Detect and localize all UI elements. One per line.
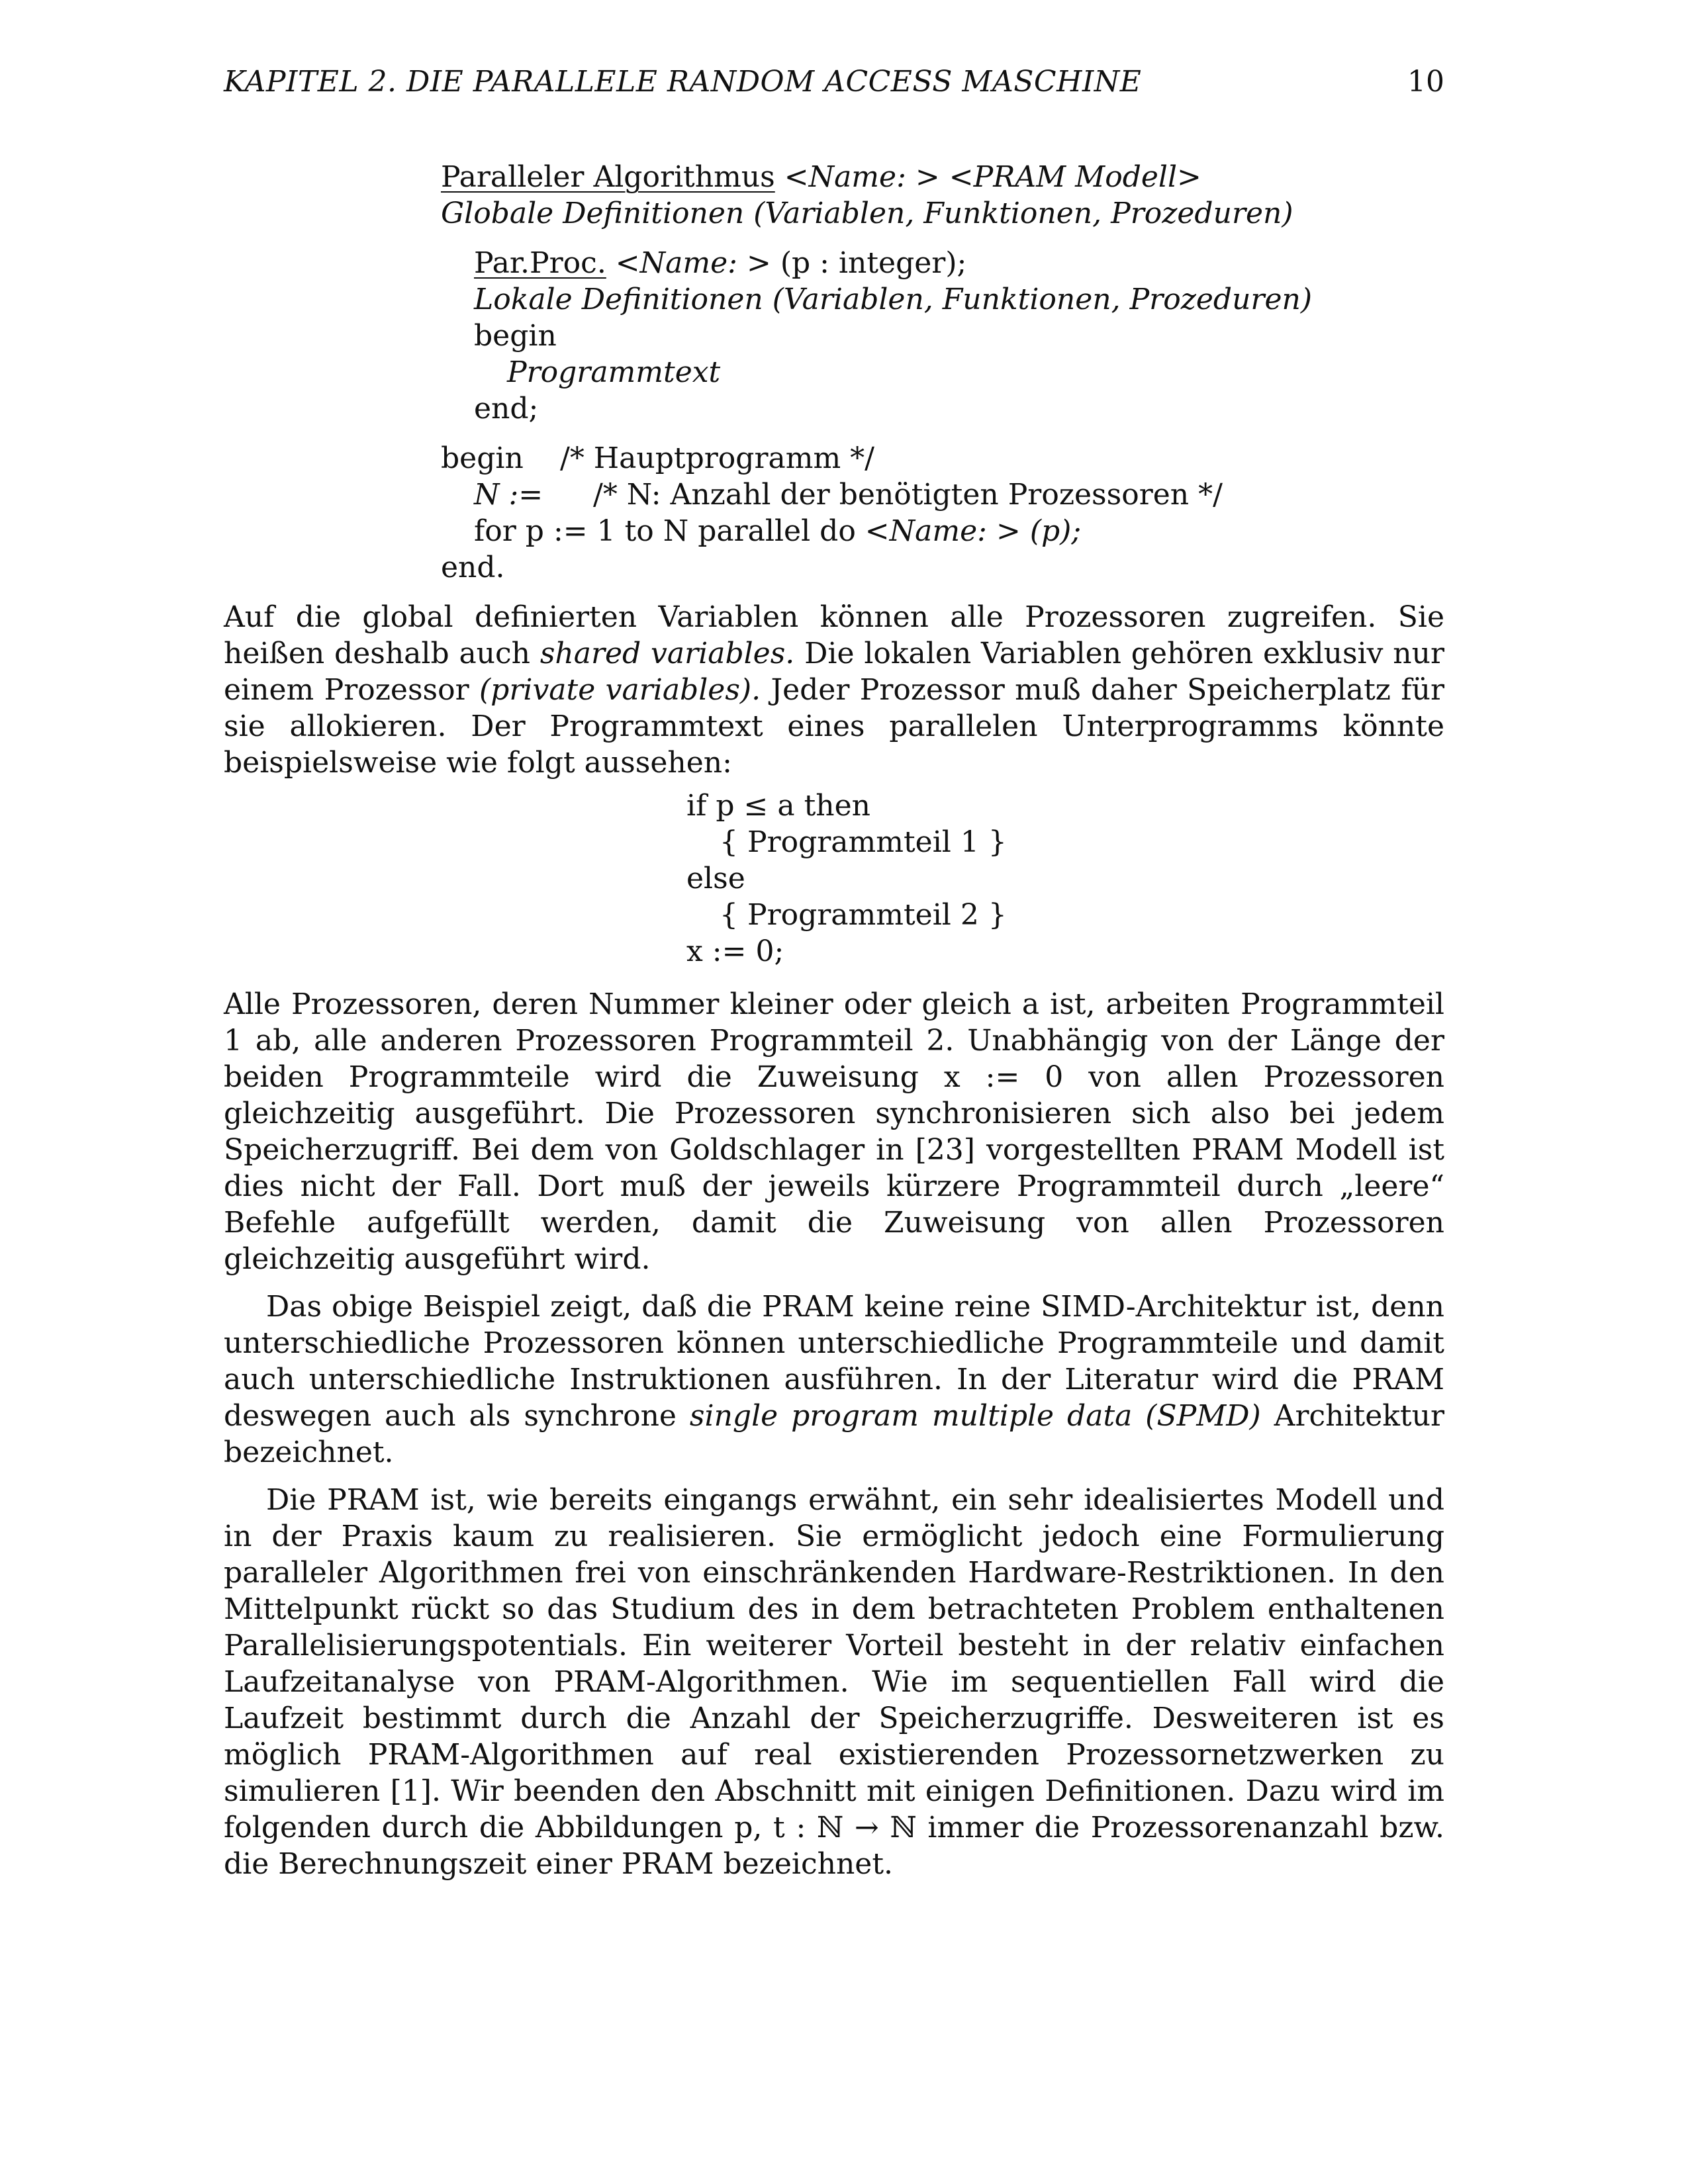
paragraph-4: Die PRAM ist, wie bereits eingangs erwähnt, ein sehr idealisiertes Modell und in der Praxis kaum zu realisieren. Sie ermöglicht jedoch eine Formulierung paralleler Algorithmen frei von einschränkenden Hardware-Restriktionen. In den Mittelpunkt rückt so das Studium des in dem betrachteten Problem enthaltenen Parallelisierungspotentials. Ein weiterer Vorteil besteht in der relativ einfachen Laufzeitanalyse von PRAM-Algorithmen. Wie im sequentiellen Fall wird die Laufzeit bestimmt durch die Anzahl der Speicherzugriffe. Desweiteren ist es möglich PRAM-Algorithmen auf real existierenden Prozessornetzwerken zu simulieren [1]. Wir beenden den Abschnitt mit einigen Definitionen. Dazu wird im folgenden durch die Abbildungen p, t : ℕ → ℕ immer die Prozessorenanzahl bzw. die Berechnungszeit einer PRAM bezeichnet.: [224, 1483, 1444, 1881]
algo-proc-begin: begin: [474, 319, 557, 353]
page-number: 10: [1407, 65, 1444, 99]
p1-text-b: Die lokalen Variablen gehören exklusiv nur einem Prozessor: [224, 637, 1444, 707]
algo-proc-line: [441, 245, 1301, 281]
p3-text-a: Das obige Beispiel zeigt, daß die PRAM keine reine SIMD-Architektur ist, denn unterschiedliche Prozessoren können unterschiedliche Programmteile und damit auch unterschiedliche Instruktionen ausführen. In der Literatur wird die PRAM deswegen auch als synchrone: [224, 1290, 1444, 1433]
chapter-title: KAPITEL 2. DIE PARALLELE RANDOM ACCESS MASCHINE: [224, 65, 1142, 99]
p1-text-a: Auf die global definierten Variablen können alle Prozessoren zugreifen. Sie heißen deshalb auch: [224, 600, 1444, 670]
algo-local-definitions: Lokale Definitionen (Variablen, Funktionen, Prozeduren): [474, 283, 1313, 316]
proc-params: (p : integer);: [771, 246, 967, 280]
code-part1: { Programmteil 1 }: [720, 825, 1007, 859]
n-assign: N :=: [474, 478, 543, 512]
code-assign: x := 0;: [686, 934, 784, 968]
code-example: [686, 788, 1216, 970]
paragraph-3: [224, 1289, 1444, 1471]
algo-n-assign: [441, 477, 1301, 513]
algo-program-text: Programmtext: [507, 355, 721, 389]
algo-end: end.: [441, 551, 505, 584]
algo-main-begin: [441, 440, 1301, 477]
p3-term-spmd: single program multiple data (SPMD): [689, 1399, 1261, 1433]
paragraph-1-block: [224, 599, 1444, 792]
p1-term-shared: shared variables.: [539, 637, 795, 670]
main-comment: /* Hauptprogramm */: [560, 441, 874, 475]
running-header: [224, 64, 1444, 103]
n-comment: /* N: Anzahl der benötigten Prozessoren */: [593, 478, 1223, 512]
proc-keyword: Par.Proc.: [474, 246, 606, 280]
algo-line-header: [441, 159, 1301, 195]
proc-name: <Name: >: [606, 246, 771, 280]
p1-term-private: (private variables).: [479, 673, 761, 707]
paragraph-2: Alle Prozessoren, deren Nummer kleiner oder gleich a ist, arbeiten Programmteil 1 ab, alle anderen Prozessoren Programmteil 2. Unabhängig von der Länge der beiden Programmteile wird die Zuweisung x := 0 von allen Prozessoren gleichzeitig ausgeführt. Die Prozessoren synchronisieren sich also bei jedem Speicherzugriff. Bei dem von Goldschlager in [23] vorgestellten PRAM Modell ist dies nicht der Fall. Dort muß der jeweils kürzere Programmteil durch „leere“ Befehle aufgefüllt werden, damit die Zuweisung von allen Prozessoren gleichzeitig ausgeführt wird.: [224, 987, 1444, 1276]
paragraph-1: [224, 599, 1444, 781]
code-else: else: [686, 862, 745, 895]
code-part2: { Programmteil 2 }: [720, 898, 1007, 932]
algo-keyword: Paralleler Algorithmus: [441, 160, 775, 194]
algo-proc-end: end;: [474, 392, 539, 426]
algo-global-definitions: Globale Definitionen (Variablen, Funktionen, Prozeduren): [441, 197, 1293, 230]
for-loop-call: <Name: > (p);: [855, 514, 1082, 548]
for-loop-text: for p := 1 to N parallel do: [474, 514, 856, 548]
p1-text-c: Jeder Prozessor muß daher Speicherplatz für sie allokieren. Der Programmtext eines parallelen Unterprogramms könnte beispielsweise wie folgt aussehen:: [224, 673, 1444, 780]
algo-for-loop: [441, 513, 1301, 549]
main-begin-keyword: begin: [441, 441, 524, 475]
algorithm-template: [441, 159, 1313, 586]
p3-text-b: Architektur bezeichnet.: [224, 1399, 1444, 1469]
code-if: if p ≤ a then: [686, 789, 870, 823]
body-text: [224, 986, 1444, 1893]
algo-name-model: <Name: > <PRAM Modell>: [774, 160, 1201, 194]
